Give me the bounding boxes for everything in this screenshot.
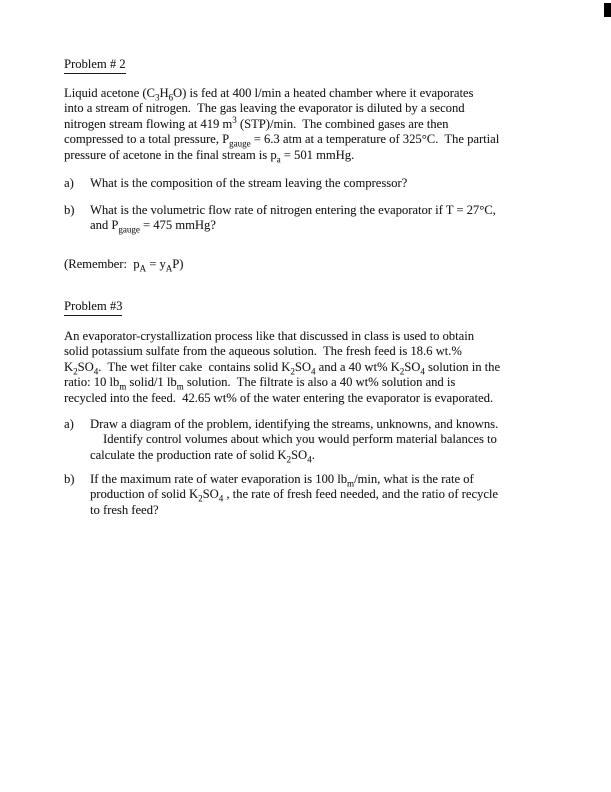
problem2-title [64, 57, 126, 74]
item-label: a) [64, 176, 74, 190]
problem2-title-text: Problem # 2 [64, 57, 126, 74]
text-line: What is the volumetric flow rate of nitrogen entering the evaporator if T = 27°C, [90, 203, 496, 217]
item-content [90, 203, 496, 234]
text-line: ratio: 10 $lb_m$ solid/1 $lb_m$ solution. The filtrate is also a 40 wt% solution and is [64, 375, 456, 392]
text-line: If the maximum rate of water evaporation is 100 $lb_m/\min$, what is the rate of [90, 472, 474, 489]
item-label: b) [64, 203, 75, 217]
text-line: pressure of acetone in the final stream is $p_a = 501$ mmHg. [64, 147, 355, 165]
text-line: Identify control volumes about which you would perform material balances to [103, 432, 497, 447]
item-label: a) [64, 417, 74, 431]
text-line: Draw a diagram of the problem, identifying the streams, unknowns, and knowns. [90, 417, 499, 431]
problem3-title [64, 299, 122, 316]
text-line: and $P_{gauge} = 475$ mmHg? [90, 218, 216, 235]
problem2-item-b [64, 203, 496, 234]
problem3-intro-paragraph [64, 329, 500, 406]
problem2-intro-paragraph [64, 86, 499, 163]
item-content [90, 176, 407, 191]
text-line: An evaporator-crystallization process like that discussed in class is used to obtain [64, 329, 474, 343]
text-line: to fresh feed? [90, 502, 159, 517]
item-content [90, 472, 498, 518]
item-content [90, 417, 498, 463]
text-line: compressed to a total pressure, $P_{gauge} = 6.3$ atm at a temperature of 325°C. The partial [64, 132, 500, 149]
problem2-item-a [64, 176, 407, 191]
text-line: What is the composition of the stream leaving the compressor? [90, 176, 408, 190]
text-line: $K_2SO_4$. The wet filter cake contains solid $K_2SO_4$ and a 40 wt% $K_2SO_4$ solution in the [64, 359, 501, 377]
scan-artifact-mark [604, 3, 611, 17]
text-line: Liquid acetone $(C_3H_6O)$ is fed at 400 l/min a heated chamber where it evaporates [64, 86, 474, 103]
text-line: (Remember: $p_A = y_AP$) [64, 257, 184, 274]
text-line: solid potassium sulfate from the aqueous solution. The fresh feed is 18.6 wt.% [64, 344, 462, 359]
text-line: calculate the production rate of solid $K_2SO_4$. [90, 447, 315, 465]
reminder-note [64, 257, 183, 272]
item-label: b) [64, 472, 75, 486]
text-line: nitrogen stream flowing at 419 $m^3$ (STP)/min. The combined gases are then [64, 114, 449, 131]
text-line: recycled into the feed. 42.65 wt% of the water entering the evaporator is evaporated. [64, 390, 494, 405]
problem3-item-b [64, 472, 498, 518]
problem3-item-a [64, 417, 498, 463]
text-line: into a stream of nitrogen. The gas leaving the evaporator is diluted by a second [64, 101, 465, 116]
text-line: production of solid $K_2SO_4$ , the rate of fresh feed needed, and the ratio of recycle [90, 487, 499, 504]
problem3-title-text: Problem #3 [64, 299, 122, 316]
